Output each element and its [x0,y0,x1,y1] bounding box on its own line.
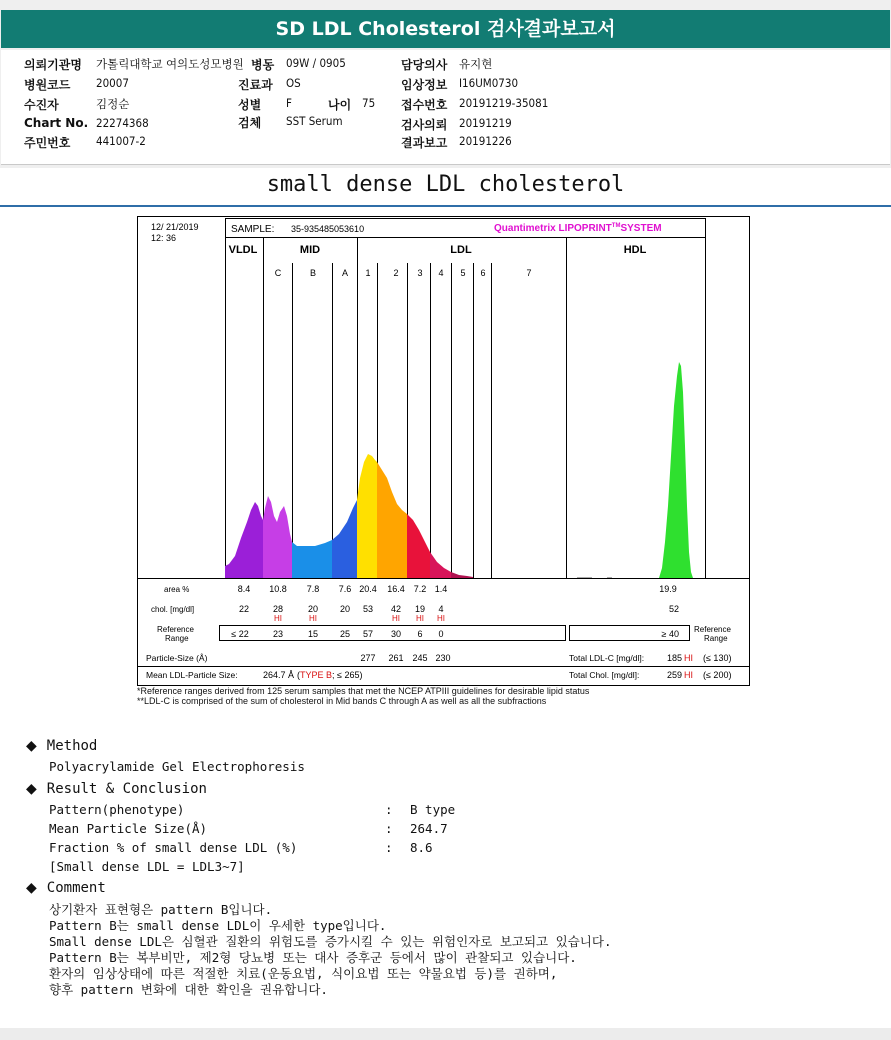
report-title: SD LDL Cholesterol 검사결과보고서 [1,10,890,48]
request-date-label: 검사의뢰 [401,118,448,132]
ref-mid-c: 23 [272,629,284,639]
mean-size-result-value: 264.7 [410,821,448,836]
institution-label: 의뢰기관명 [24,58,82,72]
chol-label: chol. [mg/dl] [151,605,195,614]
pattern-value: B type [410,802,456,817]
psize-ldl4: 230 [435,653,451,663]
chol-mid-c: 28 [272,604,284,614]
report-time: 12: 36 [151,233,177,243]
receipt-no-label: 접수번호 [401,98,448,112]
band-label-5: 5 [460,268,466,278]
ref-ldl1: 57 [362,629,374,639]
band-label-7: 7 [526,268,532,278]
specimen-label: 검체 [238,116,262,130]
sex-value: F [286,96,292,110]
ref-label-line2: Range [165,634,189,643]
comment-heading [26,880,106,896]
mean-size-value: 264.7 Å [263,670,295,680]
age-label: 나이 [328,98,352,112]
ref-ldl2: 30 [390,629,402,639]
patient-name-value: 김정순 [96,97,130,111]
mean-type: TYPE B [300,670,333,680]
method-text: Polyacrylamide Gel Electrophoresis [49,759,305,774]
chol-hdl: 52 [668,604,680,614]
group-label-hdl: HDL [623,244,647,256]
total-ldl-label: Total LDL-C [mg/dl]: [569,653,645,663]
psize-ldl2: 261 [388,653,404,663]
total-ldl-value: 185 [667,653,683,663]
footnote-1: *Reference ranges derived from 125 serum samples that met the NCEP ATPIII guidelines for desirable lipid status [137,686,590,696]
band-label-3: 3 [417,268,423,278]
receipt-no-value: 20191219-35081 [459,96,549,110]
lipoprint-report [137,216,750,686]
mean-type-close: ; ≤ 265) [332,670,363,680]
particle-size-label: Particle-Size (Å) [146,653,208,663]
area-ldl3: 7.2 [413,584,427,594]
diamond-bullet-icon: ◆ [26,781,37,797]
sex-label: 성별 [238,98,262,112]
sample-label: SAMPLE: [231,224,275,235]
band-label-1: 1 [365,268,371,278]
mean-size-result-label: Mean Particle Size(Å) [49,821,208,836]
report-header [0,0,891,168]
comment-line: Pattern B는 small dense LDL이 우세한 type입니다. [49,918,387,933]
band-label-c: C [274,268,282,278]
institution-value: 가톨릭대학교 여의도성모병원 [96,57,244,71]
request-date-value: 20191219 [459,116,512,130]
ref-right-line1: Reference [694,625,731,634]
chol-ldl4: 4 [438,604,444,614]
result-heading-text: Result & Conclusion [46,781,207,797]
hospital-code-value: 20007 [96,76,129,90]
ref-ldl4: 0 [438,629,444,639]
brand-suffix: SYSTEM [620,223,662,234]
report-date: 12/ 21/2019 [151,222,199,232]
area-ldl1: 20.4 [359,584,377,594]
result-heading [26,781,207,797]
ref-mid-a: 25 [339,629,351,639]
diamond-bullet-icon: ◆ [26,738,37,754]
clinical-info-value: I16UM0730 [459,76,519,90]
chol-mid-b: 20 [307,604,319,614]
department-value: OS [286,76,301,90]
chol-mid-a: 20 [339,604,351,614]
group-label-mid: MID [299,244,321,256]
total-ldl-ref: (≤ 130) [703,653,732,663]
fraction-colon: : [385,840,393,855]
chol-ldl3: 19 [414,604,426,614]
area-ldl4: 1.4 [434,584,448,594]
group-label-ldl: LDL [450,244,472,256]
area-mid-b: 7.8 [306,584,320,594]
psize-ldl3: 245 [412,653,428,663]
department-label: 진료과 [238,78,273,92]
hi-flag-ldl3: HI [416,614,424,623]
method-heading-text: Method [46,738,98,754]
comment-line: Pattern B는 복부비만, 제2형 당뇨병 또는 대사 증후군 등에서 많이 관찰되고 있습니다. [49,950,577,965]
band-label-2: 2 [393,268,399,278]
ref-ldl3: 6 [417,629,423,639]
band-label-b: B [309,268,317,278]
clinical-info-label: 임상정보 [401,78,448,92]
chol-ldl1: 53 [362,604,374,614]
pattern-label: Pattern(phenotype) [49,802,185,817]
mean-size-label: Mean LDL-Particle Size: [146,670,238,680]
fraction-label: Fraction % of small dense LDL (%) [49,840,298,855]
hi-flag-ldl2: HI [392,614,400,623]
brand-label [494,223,662,234]
fraction-value: 8.6 [410,840,433,855]
comment-line: 환자의 임상상태에 따른 적절한 치료(운동요법, 식이요법 또는 약물요법 등)를 권하며, [49,966,558,981]
brand-tm: TM [611,223,621,229]
chart-no-label: Chart No. [24,116,89,130]
hi-flag-ldl4: HI [437,614,445,623]
hi-flag-mid-c: HI [274,614,282,623]
fraction-note: [Small dense LDL = LDL3~7] [49,859,245,874]
total-chol-value: 259 [667,670,683,680]
area-mid-a: 7.6 [338,584,352,594]
hi-flag-mid-b: HI [309,614,317,623]
section-title: small dense LDL cholesterol [266,172,625,197]
band-label-6: 6 [480,268,486,278]
area-vldl: 8.4 [237,584,251,594]
ref-label-line1: Reference [157,625,194,634]
group-label-vldl: VLDL [228,244,258,256]
comment-line: 상기환자 표현형은 pattern B입니다. [49,902,273,917]
physician-label: 담당의사 [401,58,448,72]
mean-size-colon: : [385,821,393,836]
report-date-label: 결과보고 [401,136,448,150]
method-heading [26,738,97,754]
ward-label: 병동 [251,58,275,72]
area-label: area % [164,585,190,594]
chart-no-value: 22274368 [96,116,149,130]
total-chol-ref: (≤ 200) [703,670,732,680]
resident-no-value: 441007-2 [96,134,146,148]
sample-id: 35-935485053610 [291,224,365,234]
report-date-value: 20191226 [459,134,512,148]
diamond-bullet-icon: ◆ [26,880,37,896]
comment-line: 향후 pattern 변화에 대한 확인을 권유합니다. [49,982,328,997]
ref-hdl: ≥ 40 [661,629,679,639]
specimen-value: SST Serum [286,114,343,128]
ward-value: 09W / 0905 [286,56,346,70]
area-hdl: 19.9 [659,584,677,594]
band-label-4: 4 [438,268,444,278]
total-chol-label: Total Chol. [mg/dl]: [569,670,640,680]
band-label-a: A [341,268,349,278]
physician-value: 유지현 [459,57,493,71]
ref-right-line2: Range [704,634,728,643]
patient-info-panel [1,50,890,165]
brand-name: Quantimetrix LIPOPRINT [494,223,612,234]
mean-size-line [263,670,363,680]
age-value: 75 [362,96,376,110]
ref-vldl: ≤ 22 [231,629,249,639]
mean-type-open: ( [297,670,301,680]
comment-heading-text: Comment [46,880,106,896]
footer-bar [0,1028,891,1040]
patient-name-label: 수진자 [24,98,59,112]
chol-vldl: 22 [238,604,250,614]
comment-line: Small dense LDL은 심혈관 질환의 위험도를 증가시킬 수 있는 위험인자로 보고되고 있습니다. [49,934,612,949]
total-ldl-hi: HI [684,653,693,663]
ref-mid-b: 15 [307,629,319,639]
hospital-code-label: 병원코드 [24,78,71,92]
pattern-colon: : [385,802,393,817]
total-chol-hi: HI [684,670,693,680]
area-mid-c: 10.8 [269,584,287,594]
footnote-2: **LDL-C is comprised of the sum of cholesterol in Mid bands C through A as well as all the subfractions [137,696,547,706]
area-ldl2: 16.4 [387,584,405,594]
chol-ldl2: 42 [390,604,402,614]
resident-no-label: 주민번호 [24,136,71,150]
psize-ldl1: 277 [360,653,376,663]
section-divider [0,205,891,207]
